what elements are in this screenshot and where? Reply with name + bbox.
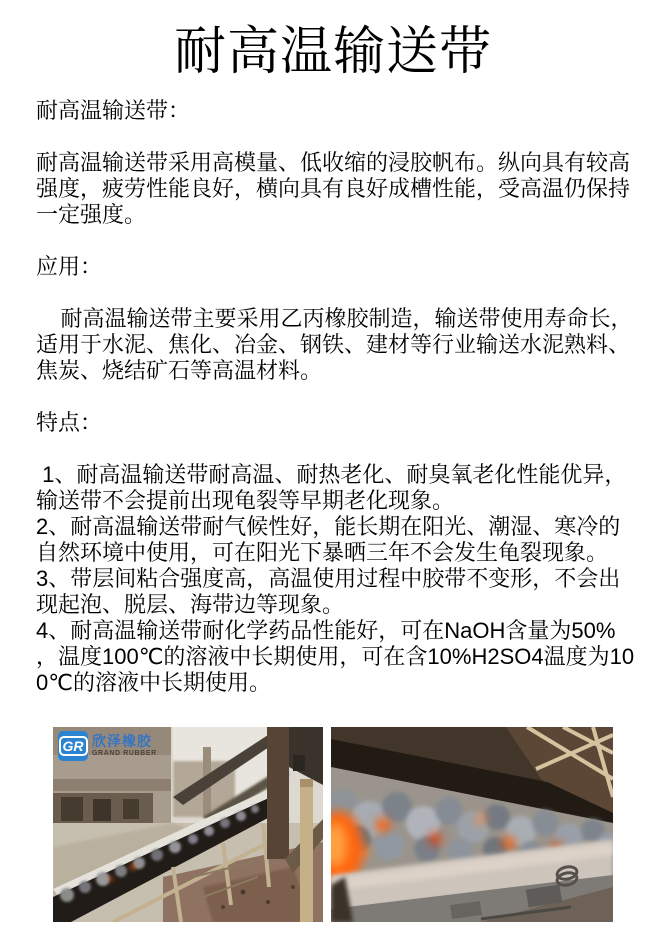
spacer-line	[36, 280, 636, 306]
page-title: 耐高温输送带	[173, 23, 492, 81]
paragraph-features-heading: 特点：	[36, 410, 103, 435]
logo-english-name: GRAND RUBBER	[92, 750, 157, 757]
paragraph-application-heading: 应用：	[36, 254, 103, 279]
spacer-line	[36, 228, 636, 254]
hot-material-illustration	[331, 727, 613, 922]
paragraph-application: 耐高温输送带主要采用乙丙橡胶制造，输送带使用寿命长，适用于水泥、焦化、冶金、钢铁、建材等行业输送水泥熟料、焦炭、烧结矿石等高温材料。	[36, 306, 633, 383]
photo-hot-material-closeup	[331, 727, 613, 922]
paragraph-feature-3: 3、带层间粘合强度高，高温使用过程中胶带不变形，不会出现起泡、脱层、海带边等现象。	[36, 566, 621, 617]
paragraph-intro: 耐高温输送带采用高模量、低收缩的浸胶帆布。纵向具有较高强度，疲劳性能良好，横向具有良好成槽性能，受高温仍保持一定强度。	[36, 150, 631, 227]
spacer-line	[36, 124, 636, 150]
paragraph-feature-1: 1、耐高温输送带耐高温、耐热老化、耐臭氧老化性能优异，输送带不会提前出现龟裂等早期老化现象。	[36, 462, 627, 513]
spacer-line	[36, 384, 636, 410]
product-photos	[53, 727, 613, 922]
brand-logo	[58, 731, 157, 761]
paragraph-feature-2: 2、耐高温输送带耐气候性好，能长期在阳光、潮湿、寒冷的自然环境中使用，可在阳光下暴晒三年不会发生龟裂现象。	[36, 514, 621, 565]
photo-conveyor-site	[53, 727, 323, 922]
page	[0, 22, 666, 952]
paragraph-feature-4: 4、耐高温输送带耐化学药品性能好，可在NaOH含量为50%，温度100℃的溶液中长期使用，可在含10%H2SO4温度为100℃的溶液中长期使用。	[36, 618, 635, 695]
logo-chinese-name: 欣泽橡胶	[92, 733, 152, 749]
spacer-line	[36, 436, 636, 462]
logo-gr-icon: GR	[58, 731, 88, 761]
paragraph-heading: 耐高温输送带：	[36, 98, 191, 123]
product-description	[36, 98, 636, 696]
